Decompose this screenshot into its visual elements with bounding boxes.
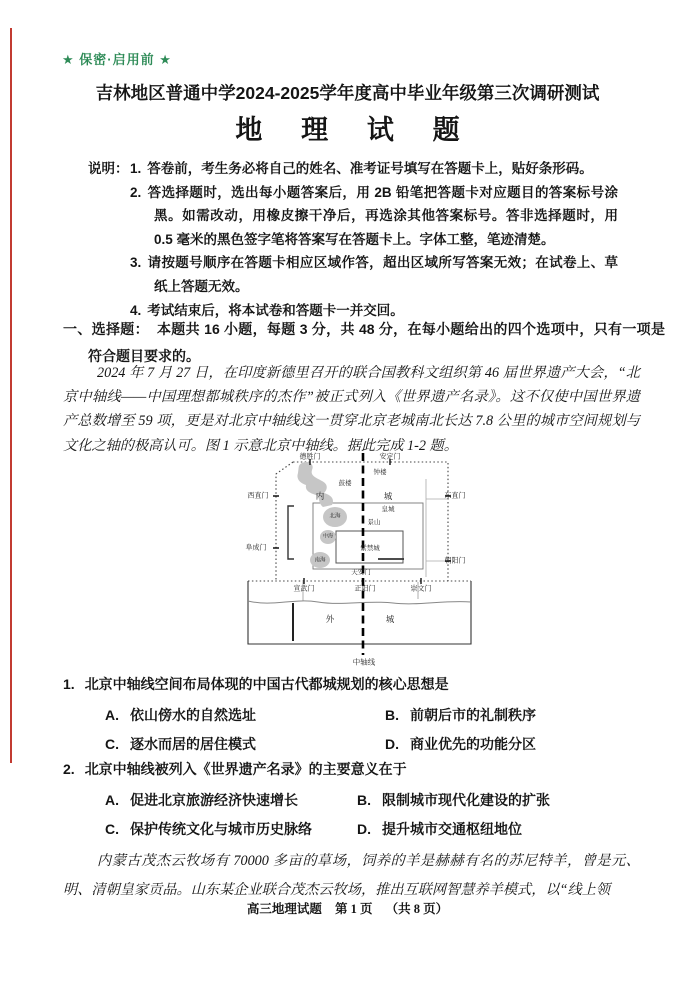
map-label-zijincheng: 紫禁城 (360, 544, 380, 552)
map-label-huangcheng: 皇城 (381, 505, 395, 513)
option-a (105, 786, 357, 815)
map-label-xuanwumen: 宣武门 (293, 585, 315, 593)
instruction-text: 请按题号顺序在答题卡相应区域作答，超出区域所写答案无效；在试卷上、草纸上答题无效。 (147, 255, 618, 294)
question-options (105, 701, 640, 758)
footer-total-pages: （共 8 页） (385, 902, 449, 916)
question-stem (63, 757, 640, 781)
passage-beijing-axis: 2024 年 7 月 27 日，在印度新德里召开的联合国教科文组织第 46 届世界遗产大会，“北京中轴线——中国理想都城秩序的杰作”被正式列入《世界遗产名录》。这不仅使中国世界遗产总数增至 59 项，更是对北京中轴线这一贯穿北京老城南北长达 7.8 公里的城市空间规划与文化之轴的极高认可。图 1 示意北京中轴线。据此完成 1-2 题。 (63, 365, 640, 454)
footer-doc-label: 高三地理试题 (246, 902, 322, 916)
question-number: 2. (63, 761, 75, 777)
option-text: 保护传统文化与城市历史脉络 (130, 820, 312, 837)
option-key: D. (385, 735, 399, 752)
option-text: 逐水而居的居住模式 (130, 735, 256, 752)
option-b (385, 701, 640, 730)
school-title: 吉林地区普通中学2024-2025学年度高中毕业年级第三次调研测试 (95, 83, 600, 103)
map-label-dongzhimen: 东直门 (444, 492, 466, 500)
option-text: 促进北京旅游经济快速增长 (130, 792, 298, 808)
map-label-xizhimen: 西直门 (247, 492, 269, 500)
option-a (105, 701, 385, 730)
question-stem (63, 672, 640, 696)
instruction-number: 1. (130, 161, 142, 176)
option-b (357, 786, 640, 815)
instruction-item-2 (88, 181, 618, 252)
option-key: B. (385, 707, 399, 723)
map-label-zhonghai: 中海 (322, 533, 334, 540)
map-label-beihai: 北海 (329, 513, 341, 520)
option-text: 前朝后市的礼制秩序 (410, 707, 536, 723)
map-label-deshengmen: 德胜门 (299, 453, 321, 461)
figure-beijing-axis-map (218, 451, 478, 671)
option-text: 提升城市交通枢纽地位 (382, 820, 522, 837)
option-key: A. (105, 792, 119, 808)
instruction-number: 4. (130, 302, 142, 318)
map-label-chongwenmen: 崇文门 (410, 585, 432, 593)
instruction-number: 3. (130, 255, 142, 271)
option-c (105, 815, 357, 844)
option-key: C. (105, 735, 119, 752)
page-footer (0, 899, 695, 917)
instruction-text: 答选择题时，选出每小题答案后，用 2B 铅笔把答题卡对应题目的答案标号涂黑。如需改动，用橡皮擦干净后，再选涂其他答案标号。答非选择题时，用 0.5 毫米的黑色签字笔将答案写在答题卡上。字体工整，笔迹清楚。 (147, 184, 618, 247)
instruction-item-1 (88, 157, 618, 181)
instruction-item-3 (88, 251, 618, 298)
map-label-zhonglou: 钟楼 (373, 468, 387, 476)
subject-title: 地 理 试 题 (235, 115, 476, 145)
option-text: 限制城市现代化建设的扩张 (382, 792, 550, 808)
map-label-tiananmen: 天安门 (351, 568, 371, 576)
map-label-waicheng-cheng: 城 (385, 613, 395, 624)
option-text: 商业优先的功能分区 (410, 735, 536, 752)
option-c (105, 730, 385, 759)
moat-river (248, 601, 471, 604)
option-text: 依山傍水的自然选址 (130, 707, 256, 723)
footer-page-number: 第 1 页 (334, 902, 373, 916)
map-label-zhongzhouxian: 中轴线 (352, 657, 376, 667)
map-label-nanhai: 南海 (314, 557, 326, 564)
map-label-zhengyangmen: 正阳门 (354, 585, 376, 593)
map-label-waicheng-wai: 外 (325, 613, 335, 624)
map-label-jingshan: 景山 (367, 518, 381, 526)
option-key: A. (105, 707, 119, 723)
option-key: C. (105, 820, 119, 837)
map-label-neicheng-nei: 内 (315, 490, 325, 501)
question-options (105, 786, 640, 843)
map-label-neicheng-cheng: 城 (383, 490, 393, 501)
map-label-fuchengmen: 阜成门 (245, 544, 267, 552)
instructions-label: 说明： (88, 161, 129, 176)
question-stem-text: 北京中轴线空间布局体现的中国古代都城规划的核心思想是 (84, 676, 449, 692)
question-stem-text: 北京中轴线被列入《世界遗产名录》的主要意义在于 (84, 761, 407, 777)
west-garden-wall (288, 506, 294, 559)
map-label-chaoyangmen: 朝阳门 (444, 557, 466, 565)
instructions-block (88, 157, 618, 322)
option-key: D. (357, 820, 371, 837)
instruction-text: 答卷前，考生务必将自己的姓名、准考证号填写在答题卡上，贴好条形码。 (147, 161, 593, 176)
security-notice: ★ 保密·启用前 ★ (62, 52, 172, 67)
section-label: 一、选择题： (63, 321, 149, 337)
instruction-number: 2. (130, 184, 142, 200)
section-text: 本题共 16 小题，每题 3 分，共 48 分，在每小题给出的四个选项中，只有一项是符合题目要求的。 (88, 321, 665, 364)
question-number: 1. (63, 676, 75, 692)
option-d (385, 730, 640, 759)
option-d (357, 815, 640, 844)
option-key: B. (357, 792, 371, 808)
instruction-text: 考试结束后，将本试卷和答题卡一并交回。 (147, 302, 404, 318)
question-2 (63, 757, 640, 843)
question-1 (63, 672, 640, 758)
map-label-gulou: 鼓楼 (338, 479, 352, 487)
passage-ranch: 内蒙古茂杰云牧场有 70000 多亩的草场，饲养的羊是赫赫有名的苏尼特羊，曾是元、明、清朝皇家贡品。山东某企业联合茂杰云牧场，推出互联网智慧养羊模式，以“线上领 (63, 853, 640, 898)
map-label-andingmen: 安定门 (379, 453, 401, 461)
